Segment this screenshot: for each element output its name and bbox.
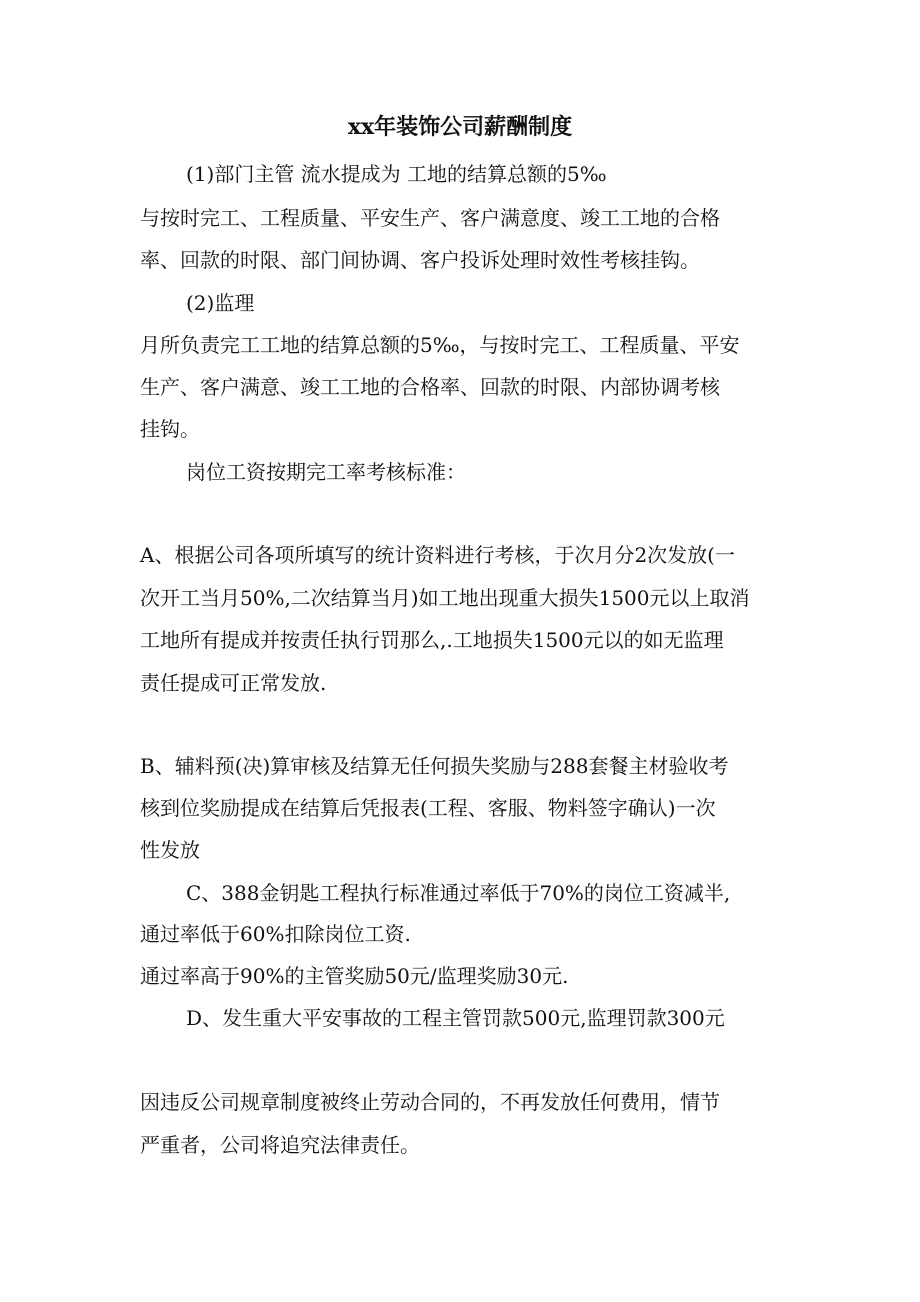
document-title: xx年装饰公司薪酬制度 — [347, 114, 573, 140]
paragraph-line: 挂钩。 — [140, 417, 200, 441]
paragraph-line: 工地所有提成并按责任执行罚那么,.工地损失1500元以的如无监理 — [140, 628, 724, 652]
paragraph-line: 性发放 — [140, 838, 200, 862]
paragraph-line: 次开工当月50%,二次结算当月)如工地出现重大损失1500元以上取消 — [140, 586, 750, 610]
paragraph-line-item-a: A、根据公司各项所填写的统计资料进行考核，于次月分2次发放(一 — [140, 543, 735, 567]
paragraph-line-manager-commission: (1)部门主管 流水提成为 工地的结算总额的5‰ — [186, 162, 607, 186]
section-heading-assessment: 岗位工资按期完工率考核标准： — [186, 460, 466, 484]
paragraph-line-item-d: D、发生重大平安事故的工程主管罚款500元,监理罚款300元 — [186, 1006, 725, 1030]
paragraph-line-supervisor-heading: (2)监理 — [186, 291, 255, 315]
paragraph-line: 与按时完工、工程质量、平安生产、客户满意度、竣工工地的合格 — [140, 206, 720, 230]
paragraph-line: 责任提成可正常发放. — [140, 671, 327, 695]
paragraph-line-item-c: C、388金钥匙工程执行标准通过率低于70%的岗位工资减半, — [186, 881, 731, 905]
paragraph-line: 月所负责完工工地的结算总额的5‰，与按时完工、工程质量、平安 — [140, 333, 740, 357]
paragraph-line: 核到位奖励提成在结算后凭报表(工程、客服、物料签字确认)一次 — [140, 796, 716, 820]
paragraph-line: 严重者，公司将追究法律责任。 — [140, 1133, 420, 1157]
paragraph-line-termination: 因违反公司规章制度被终止劳动合同的，不再发放任何费用，情节 — [140, 1090, 720, 1114]
paragraph-line: 生产、客户满意、竣工工地的合格率、回款的时限、内部协调考核 — [140, 375, 720, 399]
paragraph-line: 通过率低于60%扣除岗位工资. — [140, 922, 411, 946]
paragraph-line: 率、回款的时限、部门间协调、客户投诉处理时效性考核挂钩。 — [140, 248, 700, 272]
paragraph-line: 通过率高于90%的主管奖励50元/监理奖励30元. — [140, 964, 569, 988]
paragraph-line-item-b: B、辅料预(决)算审核及结算无任何损失奖励与288套餐主材验收考 — [140, 754, 729, 778]
